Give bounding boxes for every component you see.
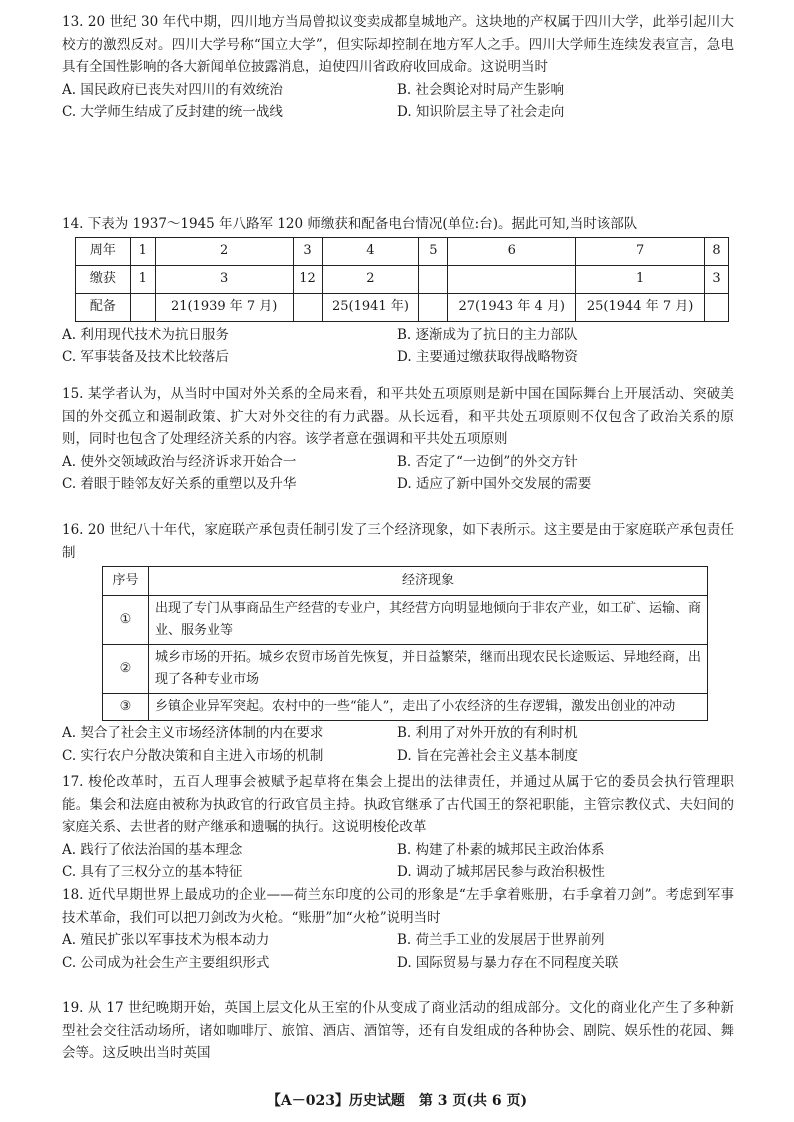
option-a[interactable]: A. 使外交领域政治与经济诉求开始合一 bbox=[62, 453, 297, 470]
question-13-options bbox=[62, 79, 734, 124]
phenomenon-text: 出现了专门从事商品生产经营的专业户，其经营方向明显地倾向于非农产业，如工矿、运输、商业、服务业等 bbox=[149, 596, 708, 645]
table-cell: 5 bbox=[419, 237, 448, 265]
option-d[interactable]: D. 调动了城邦居民参与政治积极性 bbox=[397, 864, 605, 880]
table-cell bbox=[448, 265, 576, 293]
option-d[interactable]: D. 旨在完善社会主义基本制度 bbox=[397, 747, 578, 764]
option-c[interactable]: C. 实行农户分散决策和自主进入市场的机制 bbox=[62, 747, 324, 764]
question-17 bbox=[62, 771, 734, 884]
table-cell: 周年 bbox=[76, 237, 131, 265]
economic-phenomena-table bbox=[102, 566, 708, 721]
option-b[interactable]: B. 构建了朴素的城邦民主政治体系 bbox=[397, 841, 605, 858]
row-number: ① bbox=[103, 596, 149, 645]
table-row bbox=[103, 596, 708, 645]
table-cell: 4 bbox=[322, 237, 419, 265]
option-b[interactable]: B. 利用了对外开放的有利时机 bbox=[397, 725, 578, 741]
question-16 bbox=[62, 519, 734, 767]
table-row-equipped bbox=[76, 293, 729, 321]
option-c[interactable]: C. 大学师生结成了反封建的统一战线 bbox=[62, 104, 283, 120]
table-header: 序号 bbox=[103, 567, 149, 596]
table-cell: 1 bbox=[130, 237, 155, 265]
table-cell bbox=[293, 293, 322, 321]
option-c[interactable]: C. 具有了三权分立的基本特征 bbox=[62, 864, 243, 880]
question-14-stem: 14. 下表为 1937～1945 年八路军 120 师缴获和配备电台情况(单位:台)。据此可知,当时该部队 bbox=[62, 216, 638, 232]
table-row bbox=[103, 694, 708, 721]
option-a[interactable]: A. 践行了依法治国的基本理念 bbox=[62, 841, 243, 858]
question-14 bbox=[62, 213, 734, 369]
table-header-row bbox=[103, 567, 708, 596]
table-cell: 12 bbox=[293, 265, 322, 293]
option-d[interactable]: D. 适应了新中国外交发展的需要 bbox=[397, 476, 592, 492]
table-cell: 1 bbox=[576, 265, 705, 293]
question-15-stem: 15. 某学者认为，从当时中国对外关系的全局来看，和平共处五项原则是新中国在国际舞台上开展活动、突破美国的外交孤立和遏制政策、扩大对外交往的有力武器。从长远看，和平共处五项原则不仅包含了政治关系的原则，同时也包含了处理经济关系的内容。该学者意在强调和平共处五项原则 bbox=[62, 386, 734, 447]
table-cell bbox=[419, 293, 448, 321]
row-number: ② bbox=[103, 645, 149, 694]
option-a[interactable]: A. 契合了社会主义市场经济体制的内在要求 bbox=[62, 725, 324, 741]
table-row bbox=[103, 645, 708, 694]
question-16-stem: 16. 20 世纪八十年代，家庭联产承包责任制引发了三个经济现象，如下表所示。这主要是由于家庭联产承包责任制 bbox=[62, 522, 734, 561]
option-b[interactable]: B. 否定了“一边倒”的外交方针 bbox=[397, 453, 578, 470]
table-cell: 25(1941 年) bbox=[322, 293, 419, 321]
question-15 bbox=[62, 383, 734, 496]
option-d[interactable]: D. 主要通过缴获取得战略物资 bbox=[397, 349, 578, 365]
option-d[interactable]: D. 国际贸易与暴力存在不同程度关联 bbox=[397, 954, 619, 971]
phenomenon-text: 城乡市场的开拓。城乡农贸市场首先恢复，并日益繁荣，继而出现农民长途贩运、异地经商，出现了各种专业市场 bbox=[149, 645, 708, 694]
radio-station-table bbox=[75, 237, 729, 322]
question-19 bbox=[62, 997, 734, 1065]
table-cell bbox=[130, 293, 155, 321]
table-cell: 2 bbox=[155, 237, 293, 265]
table-cell: 6 bbox=[448, 237, 576, 265]
question-18-options bbox=[62, 929, 734, 974]
table-cell: 2 bbox=[322, 265, 419, 293]
option-b[interactable]: B. 社会舆论对时局产生影响 bbox=[397, 81, 565, 98]
option-a[interactable]: A. 国民政府已丧失对四川的有效统治 bbox=[62, 81, 283, 98]
option-a[interactable]: A. 利用现代技术为抗日服务 bbox=[62, 326, 229, 343]
table-cell: 配备 bbox=[76, 293, 131, 321]
table-cell: 3 bbox=[155, 265, 293, 293]
row-number: ③ bbox=[103, 694, 149, 721]
option-c[interactable]: C. 军事装备及技术比较落后 bbox=[62, 349, 229, 365]
table-cell: 27(1943 年 4 月) bbox=[448, 293, 576, 321]
option-b[interactable]: B. 逐渐成为了抗日的主力部队 bbox=[397, 326, 578, 343]
table-cell: 缴获 bbox=[76, 265, 131, 293]
table-cell: 8 bbox=[705, 237, 729, 265]
question-19-stem: 19. 从 17 世纪晚期开始，英国上层文化从王室的仆从变成了商业活动的组成部分。文化的商业化产生了多种新型社会交往活动场所，诸如咖啡厅、旅馆、酒店、酒馆等，还有自发组成的各种协会、剧院、娱乐性的花园、舞会等。这反映出当时英国 bbox=[62, 1000, 734, 1061]
question-18-stem: 18. 近代早期世界上最成功的企业——荷兰东印度的公司的形象是“左手拿着账册，右手拿着刀剑”。考虑到军事技术革命，我们可以把刀剑改为火枪。“账册”加“火枪”说明当时 bbox=[62, 887, 734, 926]
table-cell bbox=[705, 293, 729, 321]
table-cell: 25(1944 年 7 月) bbox=[576, 293, 705, 321]
question-16-options bbox=[62, 722, 734, 767]
table-cell bbox=[419, 265, 448, 293]
table-row-captured bbox=[76, 265, 729, 293]
question-15-options bbox=[62, 451, 734, 496]
option-c[interactable]: C. 公司成为社会生产主要组织形式 bbox=[62, 954, 270, 971]
phenomenon-text: 乡镇企业异军突起。农村中的一些“能人”，走出了小农经济的生存逻辑，激发出创业的冲动 bbox=[149, 694, 708, 721]
question-17-options bbox=[62, 839, 734, 884]
page-footer: 【A－023】历史试题 第 3 页(共 6 页) bbox=[266, 1093, 528, 1109]
table-cell: 7 bbox=[576, 237, 705, 265]
option-b[interactable]: B. 荷兰手工业的发展居于世界前列 bbox=[397, 932, 605, 948]
question-14-options bbox=[62, 324, 734, 369]
question-18 bbox=[62, 884, 734, 974]
question-17-stem: 17. 梭伦改革时，五百人理事会被赋予起草将在集会上提出的法律责任，并通过从属于它的委员会执行管理职能。集会和法庭由被称为执政官的行政官员主持。执政官继承了古代国王的祭祀职能，主管宗教仪式、夫妇间的家庭关系、去世者的财产继承和遗嘱的执行。这说明梭伦改革 bbox=[62, 774, 734, 835]
table-cell: 21(1939 年 7 月) bbox=[155, 293, 293, 321]
question-13-stem: 13. 20 世纪 30 年代中期，四川地方当局曾拟议变卖成都皇城地产。这块地的产权属于四川大学，此举引起川大校方的激烈反对。四川大学号称“国立大学”，但实际却控制在地方军人之手。四川大学师生连续发表宣言，急电具有全国性影响的各大新闻单位披露消息，迫使四川省政府收回成命。这说明当时 bbox=[62, 14, 734, 75]
table-header: 经济现象 bbox=[149, 567, 708, 596]
table-row-year bbox=[76, 237, 729, 265]
table-cell: 1 bbox=[130, 265, 155, 293]
option-d[interactable]: D. 知识阶层主导了社会走向 bbox=[397, 104, 565, 120]
option-c[interactable]: C. 着眼于睦邻友好关系的重塑以及升华 bbox=[62, 476, 297, 492]
option-a[interactable]: A. 殖民扩张以军事技术为根本动力 bbox=[62, 932, 270, 948]
table-cell: 3 bbox=[705, 265, 729, 293]
question-13 bbox=[62, 11, 734, 124]
table-cell: 3 bbox=[293, 237, 322, 265]
